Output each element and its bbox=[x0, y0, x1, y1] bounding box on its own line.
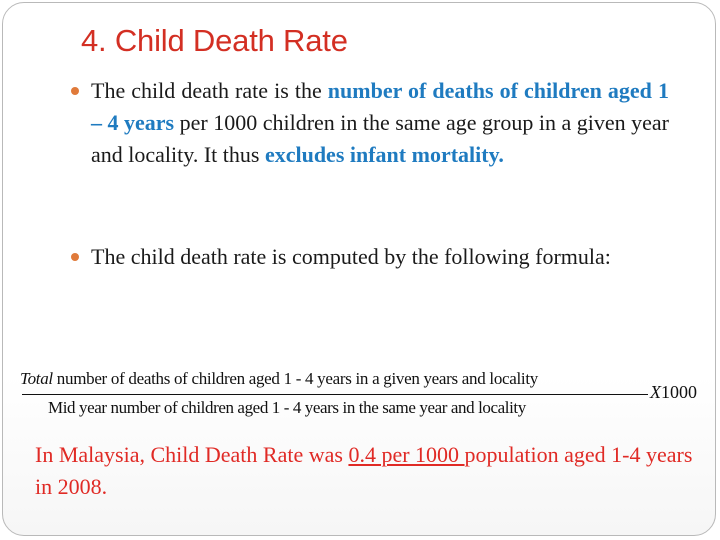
formula-intro-text: The child death rate is computed by the following formula: bbox=[91, 244, 611, 269]
formula-multiplier bbox=[650, 382, 697, 403]
formula bbox=[20, 369, 720, 429]
definition-highlight-1: number of deaths of children aged 1 – 4 years bbox=[91, 78, 669, 135]
multiplier-x: X bbox=[650, 382, 661, 402]
slide-title: 4. Child Death Rate bbox=[81, 23, 348, 58]
formula-intro-bullet bbox=[91, 241, 669, 273]
conclusion-text-1: In Malaysia, Child Death Rate was bbox=[35, 442, 349, 467]
malaysia-statistic bbox=[35, 439, 705, 503]
bullet-icon bbox=[71, 87, 79, 95]
conclusion-rate: 0.4 per 1000 bbox=[348, 442, 465, 467]
fraction-bar bbox=[22, 394, 648, 395]
definition-highlight-2: excludes infant mortality. bbox=[264, 142, 504, 167]
conclusion-text-2: population aged 1-4 years in 2008. bbox=[35, 442, 693, 499]
formula-numerator-italic: Total bbox=[20, 369, 53, 388]
formula-denominator: Mid year number of children aged 1 - 4 years in the same year and locality bbox=[48, 398, 526, 417]
definition-text-1: The child death rate is the bbox=[91, 78, 328, 103]
slide-frame bbox=[2, 2, 716, 536]
definition-bullet bbox=[91, 75, 669, 171]
bullet-icon bbox=[71, 253, 79, 261]
formula-numerator-text: number of deaths of children aged 1 - 4 years in a given years and locality bbox=[52, 369, 538, 388]
definition-text-2: per 1000 children in the same age group in a given year and locality. It thus bbox=[91, 110, 670, 167]
formula-numerator bbox=[20, 369, 538, 389]
multiplier-value: 1000 bbox=[661, 382, 697, 402]
